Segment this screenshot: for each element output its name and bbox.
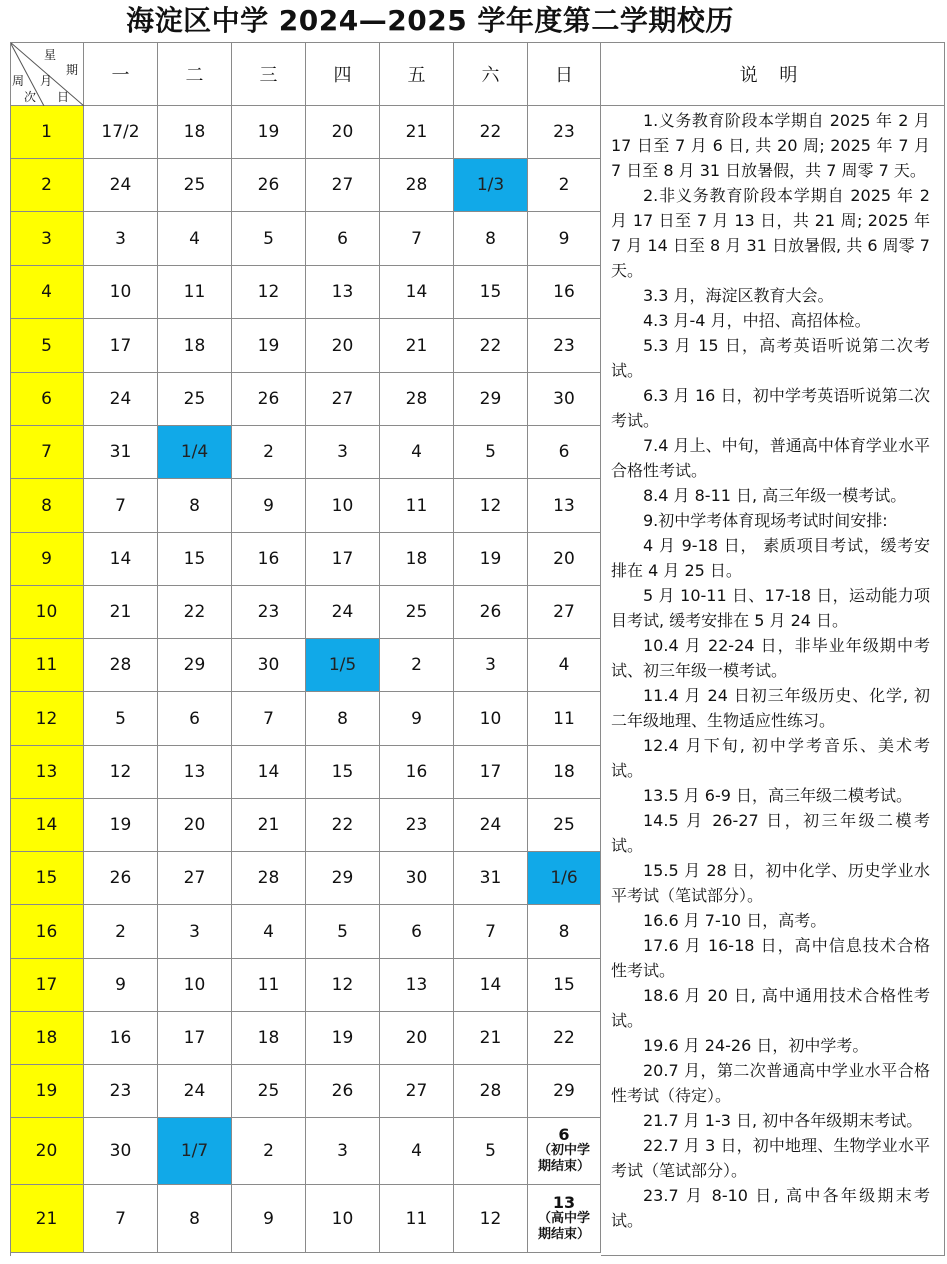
date-cell: 28 [232,852,306,905]
date-cell: 16 [232,533,306,586]
note-item: 3.3 月，海淀区教育大会。 [643,286,834,305]
date-cell: 11 [380,479,454,533]
week-number-cell: 13 [10,746,84,799]
week-number-cell: 20 [10,1118,84,1185]
date-cell: 15 [454,266,528,319]
date-cell: 13 [158,746,232,799]
date-cell: 2 [84,905,158,959]
date-cell: 11 [232,959,306,1012]
date-cell: 22 [528,1012,601,1065]
date-cell: 21 [380,319,454,373]
weekday-header: 二 [158,42,232,106]
date-cell: 6 [306,212,380,266]
date-cell: 25 [232,1065,306,1118]
date-cell: 26 [84,852,158,905]
date-cell: 8 [158,479,232,533]
date-cell: 5 [84,692,158,746]
date-cell: 11 [380,1185,454,1253]
date-cell: 7 [454,905,528,959]
date-cell: 24 [84,373,158,426]
date-cell: 3 [306,1118,380,1185]
weekday-header: 三 [232,42,306,106]
date-cell: 20 [380,1012,454,1065]
date-cell: 1/4 [158,426,232,479]
date-cell: 8 [306,692,380,746]
date-cell: 15 [528,959,601,1012]
date-cell: 26 [306,1065,380,1118]
date-cell: 30 [528,373,601,426]
date-cell: 11 [158,266,232,319]
date-cell: 31 [454,852,528,905]
week-number-cell: 10 [10,586,84,639]
date-cell: 28 [380,159,454,212]
date-cell: 17 [158,1012,232,1065]
date-cell: 23 [528,106,601,159]
note-item: 5 月 10-11 日、17-18 日，运动能力项目考试, 缓考安排在 5 月 24 日。 [611,586,930,630]
date-cell: 1/3 [454,159,528,212]
weekday-header: 一 [84,42,158,106]
term-end-cell [528,1118,601,1185]
date-cell: 12 [306,959,380,1012]
date-cell: 27 [306,373,380,426]
term-end-cell [528,1185,601,1253]
date-cell: 11 [528,692,601,746]
date-cell: 5 [454,426,528,479]
date-cell: 22 [454,106,528,159]
note-item: 15.5 月 28 日，初中化学、历史学业水平考试（笔试部分）。 [611,861,930,905]
week-number-cell: 2 [10,159,84,212]
note-item: 23.7 月 8-10 日, 高中各年级期末考试。 [611,1186,930,1230]
note-item: 19.6 月 24-26 日，初中学考。 [643,1036,869,1055]
week-number-cell: 16 [10,905,84,959]
date-cell: 18 [158,319,232,373]
note-item: 20.7 月，第二次普通高中学业水平合格性考试（待定）。 [611,1061,930,1105]
date-cell: 6 [528,426,601,479]
date-cell: 25 [380,586,454,639]
note-item: 2.非义务教育阶段本学期自 2025 年 2 月 17 日至 7 月 13 日，共 21 周; 2025 年 7 月 14 日至 8 月 31 日放暑假, 共 6 周零 7 天。 [611,186,930,280]
date-cell: 9 [84,959,158,1012]
note-item: 14.5 月 26-27 日，初三年级二模考试。 [611,811,930,855]
date-cell: 22 [158,586,232,639]
week-number-cell: 9 [10,533,84,586]
corner-label-ri: 日 [57,90,70,104]
week-number-cell: 15 [10,852,84,905]
date-cell: 8 [158,1185,232,1253]
date-cell: 9 [380,692,454,746]
date-cell: 12 [454,479,528,533]
date-cell: 19 [232,319,306,373]
date-cell: 5 [306,905,380,959]
date-cell: 24 [84,159,158,212]
date-cell: 29 [158,639,232,692]
date-cell: 18 [158,106,232,159]
date-cell: 20 [528,533,601,586]
date-cell: 1/7 [158,1118,232,1185]
note-item: 11.4 月 24 日初三年级历史、化学, 初二年级地理、生物适应性练习。 [611,686,930,730]
date-cell: 2 [380,639,454,692]
corner-label-ci: 次 [24,90,37,104]
corner-label-yue: 月 [40,74,53,88]
date-cell: 4 [380,1118,454,1185]
date-cell: 27 [306,159,380,212]
date-cell: 12 [232,266,306,319]
week-number-cell: 12 [10,692,84,746]
note-item: 18.6 月 20 日, 高中通用技术合格性考试。 [611,986,930,1030]
date-cell: 14 [454,959,528,1012]
date-cell: 17 [454,746,528,799]
date-cell: 12 [454,1185,528,1253]
date-cell: 5 [232,212,306,266]
note-item: 6.3 月 16 日，初中学考英语听说第二次考试。 [611,386,930,430]
page-title: 海淀区中学 2024—2025 学年度第二学期校历 [126,4,734,37]
date-cell: 1/6 [528,852,601,905]
weekday-header: 日 [528,42,601,106]
date-cell: 20 [306,106,380,159]
date-cell: 2 [528,159,601,212]
note-item: 16.6 月 7-10 日，高考。 [643,911,827,930]
date-cell: 13 [380,959,454,1012]
term-end-label: （初中学期结束） [537,1143,590,1174]
corner-label-xing: 星 [44,48,57,62]
date-cell: 29 [528,1065,601,1118]
date-cell: 29 [306,852,380,905]
date-cell: 3 [306,426,380,479]
date-cell: 17 [306,533,380,586]
date-cell: 20 [306,319,380,373]
date-cell: 14 [232,746,306,799]
description-panel [601,106,945,1256]
date-cell: 7 [84,1185,158,1253]
weekday-header: 四 [306,42,380,106]
date-cell: 18 [528,746,601,799]
date-cell: 2 [232,1118,306,1185]
date-cell: 4 [528,639,601,692]
date-cell: 6 [380,905,454,959]
term-end-date: 13 [552,1192,576,1212]
date-cell: 25 [158,373,232,426]
note-item: 4.3 月-4 月，中招、高招体检。 [643,311,871,330]
date-cell: 28 [380,373,454,426]
week-number-cell: 8 [10,479,84,533]
date-cell: 12 [84,746,158,799]
corner-label-zhou: 周 [12,74,25,88]
corner-header [10,42,84,106]
date-cell: 22 [454,319,528,373]
note-item: 12.4 月下旬, 初中学考音乐、美术考试。 [611,736,930,780]
date-cell: 7 [84,479,158,533]
note-item: 1.义务教育阶段本学期自 2025 年 2 月 17 日至 7 月 6 日, 共 20 周; 2025 年 7 月 7 日至 8 月 31 日放暑假，共 7 周零 7 天。 [611,111,930,180]
date-cell: 8 [528,905,601,959]
date-cell: 3 [84,212,158,266]
date-cell: 19 [306,1012,380,1065]
date-cell: 15 [306,746,380,799]
date-cell: 23 [84,1065,158,1118]
date-cell: 23 [380,799,454,852]
date-cell: 30 [380,852,454,905]
date-cell: 19 [232,106,306,159]
date-cell: 16 [84,1012,158,1065]
date-cell: 21 [454,1012,528,1065]
date-cell: 10 [454,692,528,746]
note-item: 10.4 月 22-24 日，非毕业年级期中考试、初三年级一模考试。 [611,636,930,680]
date-cell: 9 [232,1185,306,1253]
date-cell: 7 [380,212,454,266]
date-cell: 24 [306,586,380,639]
date-cell: 9 [232,479,306,533]
date-cell: 10 [306,1185,380,1253]
date-cell: 14 [84,533,158,586]
week-number-cell: 7 [10,426,84,479]
date-cell: 24 [454,799,528,852]
date-cell: 8 [454,212,528,266]
date-cell: 18 [380,533,454,586]
date-cell: 10 [84,266,158,319]
date-cell: 19 [84,799,158,852]
term-end-label: （高中学期结束） [537,1210,590,1242]
date-cell: 18 [232,1012,306,1065]
date-cell: 4 [232,905,306,959]
date-cell: 3 [158,905,232,959]
week-number-cell: 6 [10,373,84,426]
date-cell: 27 [158,852,232,905]
week-number-cell: 14 [10,799,84,852]
date-cell: 24 [158,1065,232,1118]
date-cell: 1/5 [306,639,380,692]
date-cell: 27 [380,1065,454,1118]
note-item: 17.6 月 16-18 日，高中信息技术合格性考试。 [611,936,930,980]
description-header: 说 明 [601,42,945,106]
date-cell: 21 [84,586,158,639]
week-number-cell: 1 [10,106,84,159]
week-number-cell: 4 [10,266,84,319]
date-cell: 28 [84,639,158,692]
week-number-cell: 21 [10,1185,84,1253]
date-cell: 21 [380,106,454,159]
date-cell: 26 [454,586,528,639]
date-cell: 21 [232,799,306,852]
date-cell: 19 [454,533,528,586]
date-cell: 17 [84,319,158,373]
weekday-header: 五 [380,42,454,106]
date-cell: 27 [528,586,601,639]
date-cell: 13 [528,479,601,533]
weekday-header: 六 [454,42,528,106]
date-cell: 25 [528,799,601,852]
week-number-cell: 5 [10,319,84,373]
date-cell: 25 [158,159,232,212]
corner-label-qi: 期 [66,63,79,77]
calendar-grid [10,42,601,1256]
note-item: 9.初中学考体育现场考试时间安排: [643,511,888,530]
date-cell: 2 [232,426,306,479]
date-cell: 17/2 [84,106,158,159]
date-cell: 30 [232,639,306,692]
date-cell: 23 [232,586,306,639]
week-number-cell: 11 [10,639,84,692]
date-cell: 5 [454,1118,528,1185]
week-number-cell: 18 [10,1012,84,1065]
week-number-cell: 3 [10,212,84,266]
date-cell: 16 [380,746,454,799]
date-cell: 30 [84,1118,158,1185]
note-item: 4 月 9-18 日， 素质项目考试，缓考安排在 4 月 25 日。 [611,536,930,580]
date-cell: 29 [454,373,528,426]
term-end-date: 6 [558,1125,570,1144]
date-cell: 16 [528,266,601,319]
note-item: 13.5 月 6-9 日，高三年级二模考试。 [643,786,913,805]
date-cell: 28 [454,1065,528,1118]
date-cell: 26 [232,373,306,426]
date-cell: 6 [158,692,232,746]
week-number-cell: 17 [10,959,84,1012]
date-cell: 23 [528,319,601,373]
date-cell: 4 [380,426,454,479]
note-item: 8.4 月 8-11 日, 高三年级一模考试。 [643,486,907,505]
date-cell: 10 [158,959,232,1012]
date-cell: 20 [158,799,232,852]
date-cell: 4 [158,212,232,266]
date-cell: 14 [380,266,454,319]
note-item: 21.7 月 1-3 日, 初中各年级期末考试。 [643,1111,923,1130]
note-item: 5.3 月 15 日，高考英语听说第二次考试。 [611,336,930,380]
date-cell: 7 [232,692,306,746]
date-cell: 22 [306,799,380,852]
date-cell: 10 [306,479,380,533]
date-cell: 26 [232,159,306,212]
date-cell: 15 [158,533,232,586]
date-cell: 13 [306,266,380,319]
date-cell: 9 [528,212,601,266]
note-item: 22.7 月 3 日，初中地理、生物学业水平考试（笔试部分）。 [611,1136,930,1180]
date-cell: 31 [84,426,158,479]
note-item: 7.4 月上、中旬，普通高中体育学业水平合格性考试。 [611,436,930,480]
date-cell: 3 [454,639,528,692]
week-number-cell: 19 [10,1065,84,1118]
